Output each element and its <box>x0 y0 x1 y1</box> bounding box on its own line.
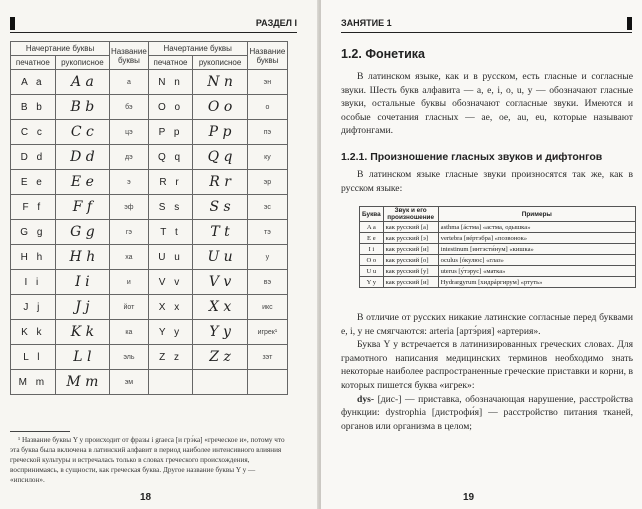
vowel-example: intestinum [интэсти́нум] «кишка» <box>438 244 635 255</box>
printed-letter: D d <box>11 145 56 170</box>
paragraph-vowels: В латинском языке гласные звуки произносятся так же, как в русском языке: <box>341 169 633 194</box>
vowel-col-letter: Буква <box>360 207 384 222</box>
right-header-text: ЗАНЯТИЕ 1 <box>341 18 392 28</box>
letter-name: ка <box>110 320 149 345</box>
printed-letter: Q q <box>148 145 193 170</box>
left-header-text: РАЗДЕЛ I <box>255 18 297 28</box>
alphabet-row <box>11 370 288 395</box>
printed-letter: E e <box>11 170 56 195</box>
alphabet-row <box>11 270 288 295</box>
printed-letter: G g <box>11 220 56 245</box>
letter-name: зэт <box>247 345 287 370</box>
handwritten-letter: U u <box>193 245 247 270</box>
handwritten-letter: J j <box>55 295 109 320</box>
alphabet-row <box>11 170 288 195</box>
vowel-row <box>360 266 636 277</box>
printed-letter: Y y <box>148 320 193 345</box>
paragraph-consonants <box>341 311 633 433</box>
vowel-table <box>359 206 636 288</box>
left-page <box>0 0 319 509</box>
printed-letter: J j <box>11 295 56 320</box>
handwritten-letter: Y y <box>193 320 247 345</box>
dys-term: dys- <box>357 393 375 405</box>
vowel-letter: A a <box>360 222 384 233</box>
vowel-example: asthma [áстма] «астма, одышка» <box>438 222 635 233</box>
section-title: 1.2. Фонетика <box>341 47 425 61</box>
handwritten-letter: Q q <box>193 145 247 170</box>
printed-letter: R r <box>148 170 193 195</box>
alphabet-row <box>11 345 288 370</box>
letter-name: дэ <box>110 145 149 170</box>
subsection-title: 1.2.1. Произношение гласных звуков и дифтонгов <box>341 151 603 163</box>
vowel-sound: как русский [э] <box>383 233 438 244</box>
printed-letter: U u <box>148 245 193 270</box>
handwritten-letter: N n <box>193 70 247 95</box>
consonant-softening-text: В отличие от русских никакие латинские согласные перед буквами e, i, y не смягчаются: arteria [артэ́рия] «артерия». <box>341 312 633 337</box>
vowel-row <box>360 244 636 255</box>
printed-letter: P p <box>148 120 193 145</box>
handwritten-letter: R r <box>193 170 247 195</box>
letter-name: икс <box>247 295 287 320</box>
handwritten-letter: H h <box>55 245 109 270</box>
alphabet-row <box>11 245 288 270</box>
letter-name: эр <box>247 170 287 195</box>
vowel-letter: Y y <box>360 277 384 288</box>
vowel-sound: как русский [у] <box>383 266 438 277</box>
name-header: Название буквы <box>110 42 149 70</box>
vowel-example: Hydrargyrum [хидрáргирум] «ртуть» <box>438 277 635 288</box>
vowel-row <box>360 233 636 244</box>
handwritten-letter: Z z <box>193 345 247 370</box>
letter-name: цэ <box>110 120 149 145</box>
handwritten-letter: K k <box>55 320 109 345</box>
printed-letter: C c <box>11 120 56 145</box>
page-number-left: 18 <box>140 492 152 503</box>
handwritten-header: рукописное <box>55 56 109 70</box>
letter-name: вэ <box>247 270 287 295</box>
handwritten-letter: D d <box>55 145 109 170</box>
vowel-letter: I i <box>360 244 384 255</box>
printed-letter: N n <box>148 70 193 95</box>
alphabet-row <box>11 95 288 120</box>
vowel-row <box>360 222 636 233</box>
handwritten-letter: B b <box>55 95 109 120</box>
printed-letter: S s <box>148 195 193 220</box>
letter-name: игрек¹ <box>247 320 287 345</box>
letter-name: гэ <box>110 220 149 245</box>
alphabet-row <box>11 70 288 95</box>
alphabet-row <box>11 145 288 170</box>
vowel-row <box>360 255 636 266</box>
writing-header: Начертание буквы <box>11 42 110 56</box>
handwritten-letter: T t <box>193 220 247 245</box>
writing-header: Начертание буквы <box>148 42 247 56</box>
vowel-col-sound: Звук и его произношение <box>383 207 438 222</box>
handwritten-letter: E e <box>55 170 109 195</box>
footnote: ¹ Название буквы Y y происходит от фразы i graeca [и грэ́ка] «греческое и», потому что эта буква была включена в латинский алфавит в период наиболее интенсивного влияния греческой культуры и встречалась только в словах греческого происхождения, воспринимаясь, в сущности, как греческая буква. Другое название буквы Y y — «ипсилон». <box>10 436 285 484</box>
handwritten-letter: C c <box>55 120 109 145</box>
alphabet-row <box>11 195 288 220</box>
letter-name: э <box>110 170 149 195</box>
handwritten-letter: F f <box>55 195 109 220</box>
printed-header: печатное <box>148 56 193 70</box>
handwritten-letter: M m <box>55 370 109 395</box>
header-marker-block <box>627 17 632 30</box>
printed-letter <box>148 370 193 395</box>
printed-letter: O o <box>148 95 193 120</box>
handwritten-letter: S s <box>193 195 247 220</box>
letter-name: о <box>247 95 287 120</box>
printed-letter: A a <box>11 70 56 95</box>
printed-letter: L l <box>11 345 56 370</box>
vowel-example: oculus [óкулюс] «глаз» <box>438 255 635 266</box>
vowel-example: vertebra [вéртэбра] «позвонок» <box>438 233 635 244</box>
letter-name: ха <box>110 245 149 270</box>
handwritten-header: рукописное <box>193 56 247 70</box>
header-marker-block <box>10 17 15 30</box>
right-running-header <box>341 14 632 33</box>
letter-name: и <box>110 270 149 295</box>
letter-name: эф <box>110 195 149 220</box>
printed-letter: H h <box>11 245 56 270</box>
handwritten-letter: X x <box>193 295 247 320</box>
letter-name: бэ <box>110 95 149 120</box>
letter-name: эм <box>110 370 149 395</box>
vowel-letter: E e <box>360 233 384 244</box>
printed-letter: T t <box>148 220 193 245</box>
vowel-col-examples: Примеры <box>438 207 635 222</box>
printed-letter: X x <box>148 295 193 320</box>
printed-letter: I i <box>11 270 56 295</box>
handwritten-letter: O o <box>193 95 247 120</box>
handwritten-letter: P p <box>193 120 247 145</box>
printed-letter: K k <box>11 320 56 345</box>
printed-letter: M m <box>11 370 56 395</box>
alphabet-row <box>11 220 288 245</box>
letter-name: а <box>110 70 149 95</box>
dys-prefix-text <box>341 393 633 434</box>
vowel-sound: как русский [а] <box>383 222 438 233</box>
letter-name: эс <box>247 195 287 220</box>
handwritten-letter: I i <box>55 270 109 295</box>
printed-letter: F f <box>11 195 56 220</box>
paragraph-phonetics: В латинском языке, как и в русском, есть гласные и согласные звуки. Шесть букв алфавита — a, e, i, o, u, y — обозначают гласные звуки, остальные буквы обозначают согласные звуки. Имеются и особые сочетания гласных — ae, oe, au, eu, которые называют дифтонгами. <box>341 71 633 137</box>
vowel-sound: как русский [и] <box>383 244 438 255</box>
letter-name: тэ <box>247 220 287 245</box>
footnote-rule <box>10 431 70 432</box>
handwritten-letter: G g <box>55 220 109 245</box>
letter-name: эль <box>110 345 149 370</box>
printed-header: печатное <box>11 56 56 70</box>
printed-letter: V v <box>148 270 193 295</box>
letter-name: йот <box>110 295 149 320</box>
alphabet-row <box>11 320 288 345</box>
letter-name: у <box>247 245 287 270</box>
vowel-letter: O o <box>360 255 384 266</box>
dys-description: [дис-] — приставка, обозначающая нарушение, расстройства функции: dystrophia [дистрофи́я] — расстройство питания тканей, органов или организма в целом; <box>341 393 633 432</box>
handwritten-letter: L l <box>55 345 109 370</box>
alphabet-row <box>11 295 288 320</box>
vowel-example: uterus [у́тэрус] «матка» <box>438 266 635 277</box>
vowel-sound: как русский [и] <box>383 277 438 288</box>
left-running-header <box>10 14 297 33</box>
right-page <box>321 0 642 509</box>
handwritten-letter <box>193 370 247 395</box>
letter-name: эн <box>247 70 287 95</box>
name-header: Название буквы <box>247 42 287 70</box>
letter-name <box>247 370 287 395</box>
alphabet-table <box>10 41 288 395</box>
handwritten-letter: V v <box>193 270 247 295</box>
handwritten-letter: A a <box>55 70 109 95</box>
vowel-letter: U u <box>360 266 384 277</box>
alphabet-row <box>11 120 288 145</box>
letter-y-text: Буква Y y встречается в латинизированных греческих словах. Для грамотного написания медицинских терминов необходимо знать некоторые наиболее распространенные греческие приставки и корни, в которых пишется буква «игрек»: <box>341 339 633 391</box>
printed-letter: B b <box>11 95 56 120</box>
vowel-row <box>360 277 636 288</box>
letter-name: пэ <box>247 120 287 145</box>
vowel-sound: как русский [о] <box>383 255 438 266</box>
letter-name: ку <box>247 145 287 170</box>
printed-letter: Z z <box>148 345 193 370</box>
page-number-right: 19 <box>463 492 475 503</box>
